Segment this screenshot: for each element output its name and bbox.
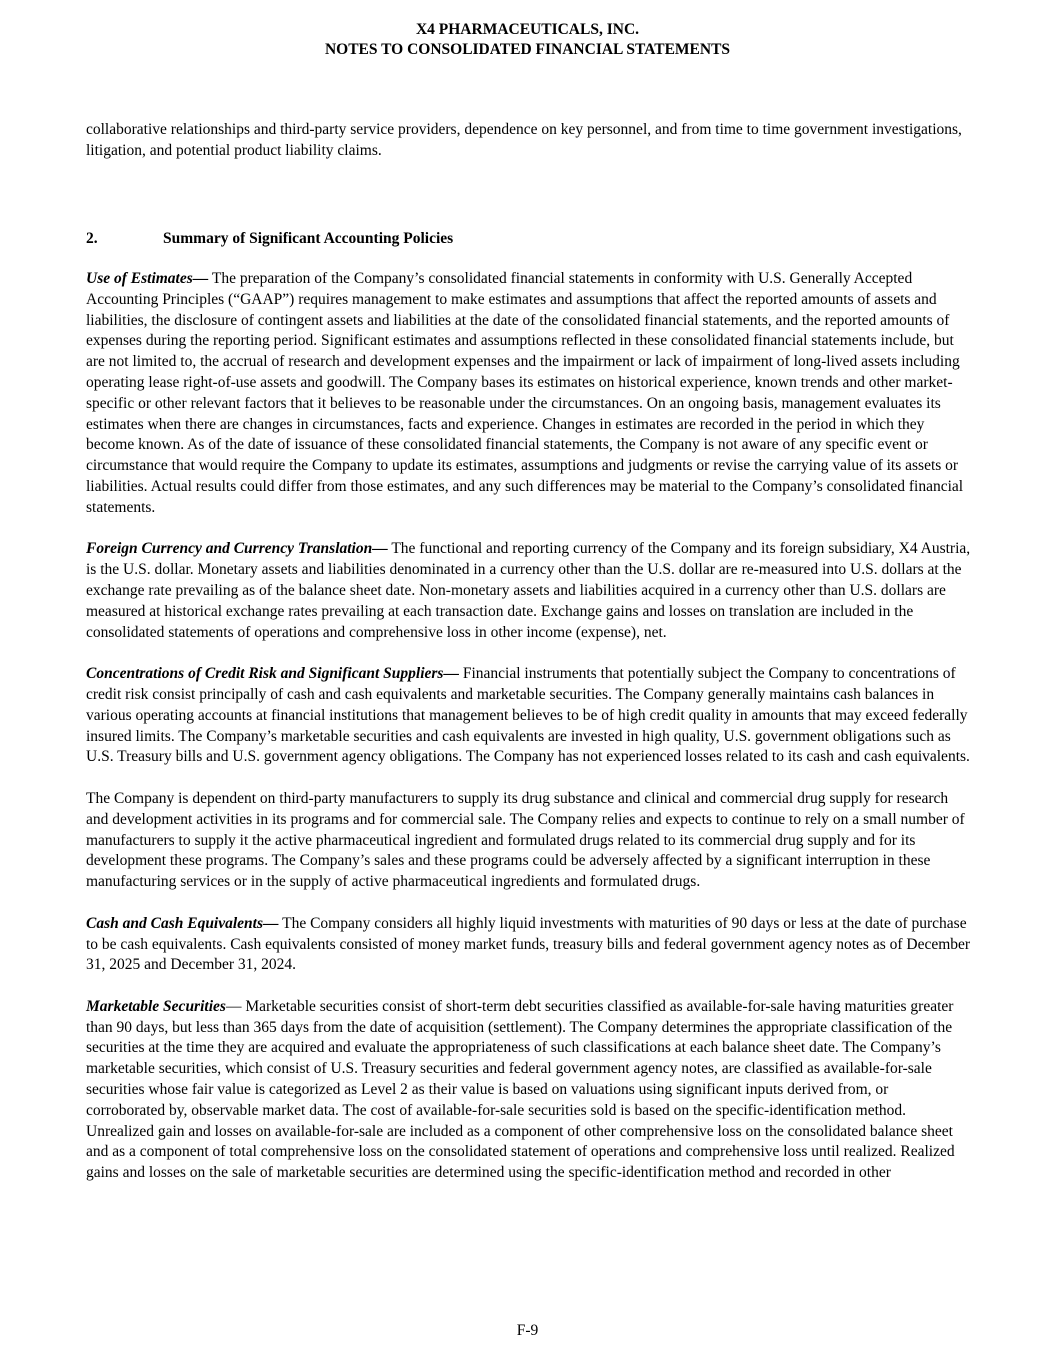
use-of-estimates-paragraph — [86, 269, 971, 519]
cash-equivalents-paragraph — [86, 914, 971, 976]
intro-text: collaborative relationships and third-party service providers, dependence on key personnel, and from time to time government investigations, litigation, and potential product liability claims. — [86, 121, 962, 159]
page-number: F-9 — [516, 1322, 539, 1339]
policies-body — [86, 269, 971, 1205]
section-number: 2. — [86, 230, 98, 247]
section-heading — [86, 229, 453, 249]
use-of-estimates-term: Use of Estimates— — [86, 270, 209, 287]
marketable-securities-paragraph — [86, 997, 971, 1184]
third-party-paragraph: The Company is dependent on third-party manufacturers to supply its drug substance and clinical and commercial drug supply for research and development activities in its programs and for commercial sale. The Company relies and expects to continue to rely on a small number of manufacturers to supply it the active pharmaceutical ingredient and formulated drugs related to its commercial drug supply and for its development these programs. The Company’s sales and these programs could be adversely affected by a significant interruption in these manufacturing services or in the supply of active pharmaceutical ingredients and formulated drugs. — [86, 789, 965, 891]
cash-equivalents-text: The Company considers all highly liquid investments with maturities of 90 days or less at the date of purchase to be cash equivalents. Cash equivalents consisted of money market funds, treasury bills and federal government agency notes as of December 31, 2025 and December 31, 2024. — [86, 914, 971, 974]
use-of-estimates-text: The preparation of the Company’s consolidated financial statements in conformity with U.S. Generally Accepted Accounting Principles (“GAAP”) requires management to make estimates and assumptions that affect the reported amounts of assets and liabilities, the disclosure of contingent assets and liabilities at the date of the consolidated financial statements, and the reported amounts of expenses during the reporting period. Significant estimates and assumptions reflected in these consolidated financial statements include, but are not limited to, the accrual of research and development expenses and the impairment or lack of impairment of long-lived assets including operating lease right-of-use assets and goodwill. The Company bases its estimates on historical experience, known trends and other market-specific or other relevant factors that it believes to be reasonable under the circumstances. On an ongoing basis, management evaluates its estimates when there are changes in circumstances, facts and experience. Changes in estimates are recorded in the period in which they become known. As of the date of issuance of these consolidated financial statements, the Company is not aware of any specific event or circumstance that would require the Company to update its estimates, assumptions and judgments or revise the carrying value of its assets or liabilities. Actual results could differ from those estimates, and any such differences may be material to the Company’s consolidated financial statements. — [86, 270, 964, 516]
foreign-currency-paragraph — [86, 539, 971, 643]
foreign-currency-term: Foreign Currency and Currency Translation— — [86, 540, 388, 558]
cash-equivalents-term: Cash and Cash Equivalents— — [86, 914, 279, 932]
concentrations-paragraph — [86, 664, 971, 768]
marketable-securities-term: Marketable Securities — [86, 997, 226, 1015]
foreign-currency-text: The functional and reporting currency of the Company and its foreign subsidiary, X4 Austria, is the U.S. dollar. Monetary assets and liabilities denominated in a currency other than the U.S. dollar are re-measured into U.S. dollars at the exchange rate prevailing as of the balance sheet date. Non-monetary assets and liabilities acquired in a currency other than U.S. dollars are measured at historical exchange rates prevailing at each transaction date. Exchange gains and losses on translation are included in the consolidated statements of operations and comprehensive loss in other income (expense), net. — [86, 540, 971, 641]
company-name: X4 PHARMACEUTICALS, INC. — [415, 21, 640, 38]
marketable-securities-text: — Marketable securities consist of short-term debt securities classified as available-for-sale having maturities greater than 90 days, but less than 365 days from the date of acquisition (settlement). The Company determines the appropriate classification of the securities at the time they are acquired and evaluate the appropriateness of such classifications at each balance sheet date. The Company’s marketable securities, which consist of U.S. Treasury securities and federal government agency notes, are classified as available-for-sale securities whose fair value is categorized as Level 2 as their value is based on valuations using significant inputs derived from, or corroborated by, observable market data. The cost of available-for-sale securities sold is based on the specific-identification method. Unrealized gain and losses on available-for-sale are included as a component of other comprehensive loss on the consolidated balance sheet and as a component of total comprehensive loss on the consolidated statement of operations and comprehensive loss until realized. Realized gains and losses on the sale of marketable securities are determined using the specific-identification method and recorded in other — [86, 997, 955, 1182]
page-header — [0, 20, 1055, 60]
intro-paragraph — [86, 120, 971, 162]
concentrations-term: Concentrations of Credit Risk and Significant Suppliers— — [86, 665, 459, 683]
page-footer — [0, 1321, 1055, 1341]
document-title: NOTES TO CONSOLIDATED FINANCIAL STATEMENTS — [324, 41, 731, 58]
concentrations-text: Financial instruments that potentially subject the Company to concentrations of credit risk consist principally of cash and cash equivalents and marketable securities. The Company generally maintains cash balances in various operating accounts at financial institutions that management believes to be of high credit quality in amounts that may exceed federally insured limits. The Company’s marketable securities and cash equivalents are invested in high quality, U.S. government obligations such as U.S. Treasury bills and U.S. government agency obligations. The Company has not experienced losses related to its cash and cash equivalents. — [86, 665, 970, 766]
section-title: Summary of Significant Accounting Policies — [163, 230, 454, 247]
